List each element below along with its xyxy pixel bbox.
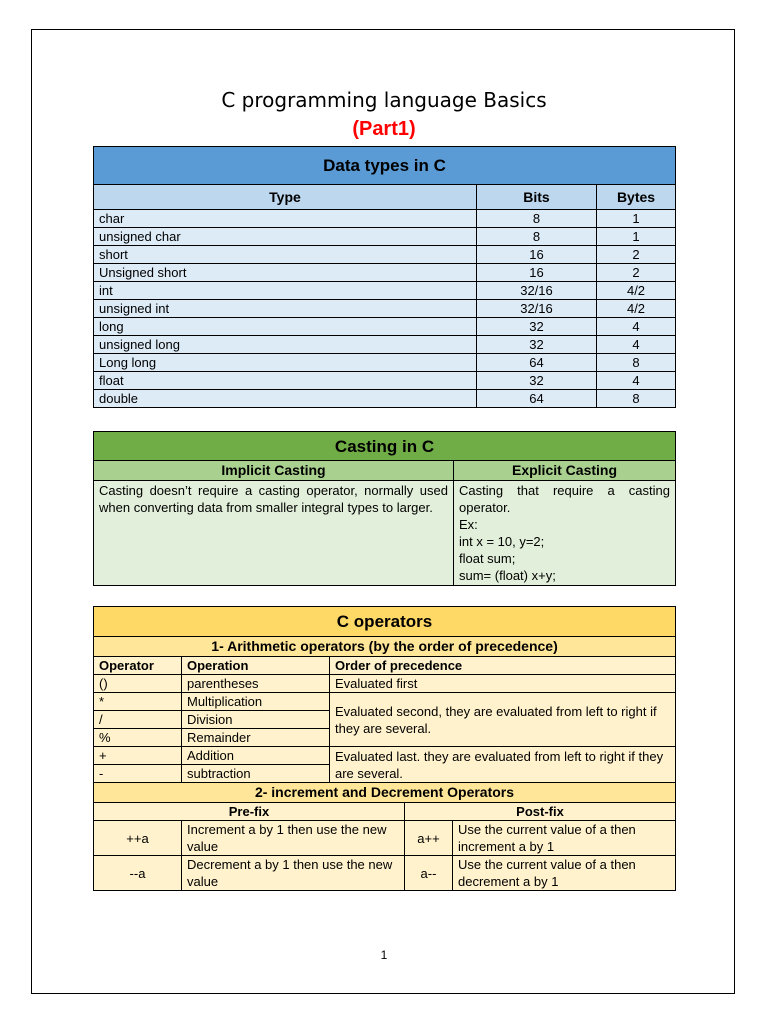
bits-cell: 8 xyxy=(477,228,597,246)
bytes-cell: 4/2 xyxy=(597,300,676,318)
bits-cell: 32 xyxy=(477,336,597,354)
bits-cell: 32 xyxy=(477,318,597,336)
operators-heading: C operators xyxy=(94,607,676,637)
code-example-label: Ex: xyxy=(459,517,478,532)
col-bytes-header: Bytes xyxy=(597,185,676,210)
postfix-op-cell: a++ xyxy=(405,821,453,856)
table-row xyxy=(94,300,676,318)
table-row xyxy=(94,747,676,765)
table-row xyxy=(94,318,676,336)
implicit-casting-text: Casting doesn’t require a casting operator, normally used when converting data from smaller integral types to larger. xyxy=(94,481,454,586)
bytes-cell: 4/2 xyxy=(597,282,676,300)
bits-cell: 16 xyxy=(477,264,597,282)
precedence-col-header: Order of precedence xyxy=(330,657,676,675)
type-cell: int xyxy=(94,282,477,300)
code-example-line: int x = 10, y=2; xyxy=(459,534,545,549)
page-subtitle: (Part1) xyxy=(352,118,416,140)
operator-cell: + xyxy=(94,747,182,765)
bits-cell: 32/16 xyxy=(477,282,597,300)
operation-cell: Division xyxy=(182,711,330,729)
explicit-casting-header: Explicit Casting xyxy=(454,461,676,481)
table-row xyxy=(94,390,676,408)
type-cell: Unsigned short xyxy=(94,264,477,282)
code-example-line: float sum; xyxy=(459,551,516,566)
prefix-op-cell: --a xyxy=(94,856,182,891)
casting-table xyxy=(93,431,676,586)
bytes-cell: 2 xyxy=(597,264,676,282)
bytes-cell: 8 xyxy=(597,354,676,372)
table-row xyxy=(94,675,676,693)
type-cell: Long long xyxy=(94,354,477,372)
operation-cell: Multiplication xyxy=(182,693,330,711)
bytes-cell: 1 xyxy=(597,228,676,246)
operators-table xyxy=(93,606,676,891)
bytes-cell: 2 xyxy=(597,246,676,264)
table-row xyxy=(94,210,676,228)
table-row xyxy=(94,264,676,282)
type-cell: unsigned long xyxy=(94,336,477,354)
table-row xyxy=(94,282,676,300)
operator-cell: () xyxy=(94,675,182,693)
precedence-cell: Evaluated first xyxy=(330,675,676,693)
arithmetic-heading: 1- Arithmetic operators (by the order of precedence) xyxy=(94,637,676,657)
data-types-table xyxy=(93,146,676,408)
table-row xyxy=(94,228,676,246)
type-cell: char xyxy=(94,210,477,228)
operator-cell: - xyxy=(94,765,182,783)
incdec-heading: 2- increment and Decrement Operators xyxy=(94,783,676,803)
implicit-casting-header: Implicit Casting xyxy=(94,461,454,481)
operation-cell: parentheses xyxy=(182,675,330,693)
precedence-cell: Evaluated second, they are evaluated from left to right if they are several. xyxy=(330,693,676,747)
table-row xyxy=(94,693,676,711)
postfix-desc-cell: Use the current value of a then increment a by 1 xyxy=(453,821,676,856)
explicit-casting-cell xyxy=(454,481,676,586)
col-type-header: Type xyxy=(94,185,477,210)
bits-cell: 8 xyxy=(477,210,597,228)
col-bits-header: Bits xyxy=(477,185,597,210)
type-cell: unsigned char xyxy=(94,228,477,246)
bits-cell: 32 xyxy=(477,372,597,390)
bits-cell: 64 xyxy=(477,354,597,372)
table-row xyxy=(94,336,676,354)
type-cell: double xyxy=(94,390,477,408)
type-cell: float xyxy=(94,372,477,390)
precedence-cell: Evaluated last. they are evaluated from left to right if they are several. xyxy=(330,747,676,783)
operator-cell: / xyxy=(94,711,182,729)
type-cell: unsigned int xyxy=(94,300,477,318)
casting-heading: Casting in C xyxy=(94,432,676,461)
table-row xyxy=(94,354,676,372)
postfix-desc-cell: Use the current value of a then decrement a by 1 xyxy=(453,856,676,891)
operator-col-header: Operator xyxy=(94,657,182,675)
page-title: C programming language Basics xyxy=(221,88,547,112)
explicit-casting-text: Casting that require a casting operator. xyxy=(459,483,671,515)
bytes-cell: 1 xyxy=(597,210,676,228)
type-cell: long xyxy=(94,318,477,336)
prefix-desc-cell: Increment a by 1 then use the new value xyxy=(182,821,405,856)
table-row xyxy=(94,821,676,856)
prefix-op-cell: ++a xyxy=(94,821,182,856)
prefix-header: Pre-fix xyxy=(94,803,405,821)
operation-cell: Addition xyxy=(182,747,330,765)
page-number: 1 xyxy=(380,948,388,962)
bytes-cell: 4 xyxy=(597,336,676,354)
operator-cell: % xyxy=(94,729,182,747)
code-example-line: sum= (float) x+y; xyxy=(459,568,556,583)
bytes-cell: 4 xyxy=(597,318,676,336)
operation-cell: subtraction xyxy=(182,765,330,783)
operation-col-header: Operation xyxy=(182,657,330,675)
bytes-cell: 4 xyxy=(597,372,676,390)
postfix-header: Post-fix xyxy=(405,803,676,821)
type-cell: short xyxy=(94,246,477,264)
prefix-desc-cell: Decrement a by 1 then use the new value xyxy=(182,856,405,891)
data-types-heading: Data types in C xyxy=(94,147,676,185)
table-row xyxy=(94,246,676,264)
table-row xyxy=(94,856,676,891)
bytes-cell: 8 xyxy=(597,390,676,408)
postfix-op-cell: a-- xyxy=(405,856,453,891)
bits-cell: 32/16 xyxy=(477,300,597,318)
operation-cell: Remainder xyxy=(182,729,330,747)
bits-cell: 64 xyxy=(477,390,597,408)
table-row xyxy=(94,372,676,390)
operator-cell: * xyxy=(94,693,182,711)
bits-cell: 16 xyxy=(477,246,597,264)
